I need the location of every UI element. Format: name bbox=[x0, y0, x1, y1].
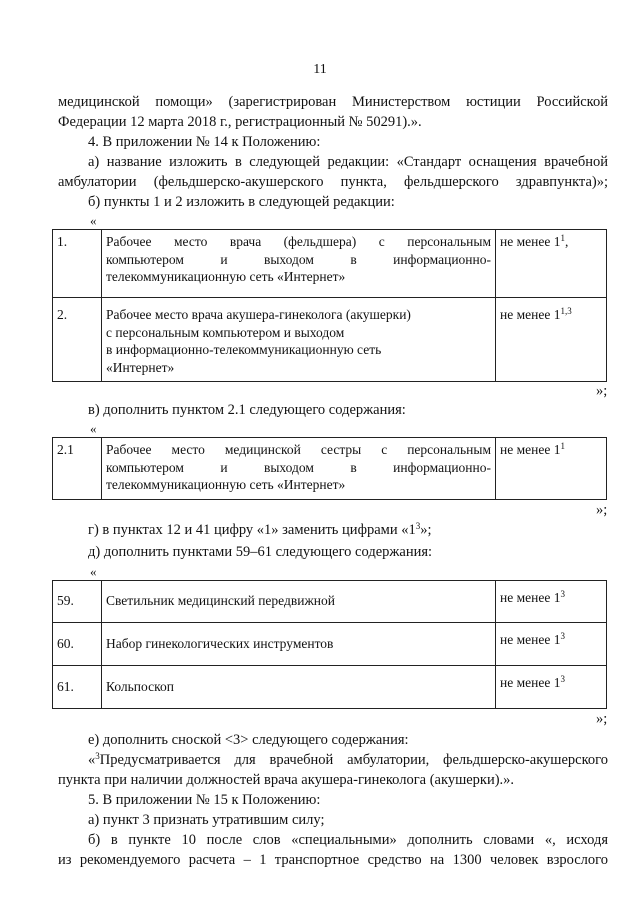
row-number: 61. bbox=[53, 666, 102, 709]
text-line-5: амбулатории (фельдшерско-акушерского пункта, фельдшерского здравпункта)»; bbox=[58, 174, 608, 190]
text-line-1: медицинской помощи» (зарегистрирован Министерством юстиции Российской bbox=[58, 94, 608, 110]
row-quantity: не менее $1^3$ bbox=[496, 623, 607, 666]
row-description: Рабочее место медицинской сестры с персональным компьютером и выходом в информационно- телекоммуникационную сеть «Интернет» bbox=[102, 438, 496, 500]
row-quantity: не менее $1^3$ bbox=[496, 666, 607, 709]
open-quote-1: « bbox=[90, 213, 97, 228]
row-description: Кольпоскоп bbox=[102, 666, 496, 709]
table-equipment-59-61 bbox=[52, 580, 607, 709]
text-line-15: б) в пункте 10 после слов «специальными» дополнить словами «, исходя bbox=[88, 832, 608, 848]
text-line-11: «$^3$Предусматривается для врачебной амбулатории, фельдшерско-акушерского bbox=[88, 751, 608, 768]
row-description: Рабочее место врача (фельдшера) с персональным компьютером и выходом в информационно- телекоммуникационную сеть «Интернет» bbox=[102, 230, 496, 298]
text-line-14: а) пункт 3 признать утратившим силу; bbox=[88, 812, 325, 828]
row-description: Светильник медицинский передвижной bbox=[102, 581, 496, 623]
row-quantity: не менее $1^1$, bbox=[496, 230, 607, 298]
row-description: Рабочее место врача акушера-гинеколога (акушерки) с персональным компьютером и выходом в информационно-телекоммуникационную сеть «Интернет» bbox=[102, 298, 496, 382]
row-quantity: не менее $1^3$ bbox=[496, 581, 607, 623]
row-number: 1. bbox=[53, 230, 102, 298]
row-number: 2.1 bbox=[53, 438, 102, 500]
row-number: 60. bbox=[53, 623, 102, 666]
text-line-3: 4. В приложении № 14 к Положению: bbox=[88, 134, 321, 150]
close-quote-2: »; bbox=[596, 502, 608, 518]
table-row bbox=[53, 581, 607, 623]
row-description: Набор гинекологических инструментов bbox=[102, 623, 496, 666]
row-quantity: не менее 1$^{1,3}$ bbox=[496, 298, 607, 382]
text-line-8: г) в пунктах 12 и 41 цифру «1» заменить цифрами «$1^3$»; bbox=[88, 521, 432, 538]
text-line-6: б) пункты 1 и 2 изложить в следующей редакции: bbox=[88, 194, 395, 210]
text-line-10: е) дополнить сноской <3> следующего содержания: bbox=[88, 732, 409, 748]
row-number: 2. bbox=[53, 298, 102, 382]
close-quote-3: »; bbox=[596, 711, 608, 727]
open-quote-3: « bbox=[90, 564, 97, 579]
table-equipment-2-1 bbox=[52, 437, 607, 500]
text-line-9: д) дополнить пунктами 59–61 следующего содержания: bbox=[88, 544, 433, 560]
text-line-7: в) дополнить пунктом 2.1 следующего содержания: bbox=[88, 402, 406, 418]
page-number: 11 bbox=[313, 62, 327, 77]
table-row bbox=[53, 438, 607, 500]
table-row bbox=[53, 298, 607, 382]
row-quantity: не менее $1^1$ bbox=[496, 438, 607, 500]
table-row bbox=[53, 230, 607, 298]
row-number: 59. bbox=[53, 581, 102, 623]
text-line-13: 5. В приложении № 15 к Положению: bbox=[88, 792, 321, 808]
text-line-16: из рекомендуемого расчета – 1 транспортное средство на 1300 человек взрослого bbox=[58, 852, 608, 868]
table-row bbox=[53, 666, 607, 709]
close-quote-1: »; bbox=[596, 383, 608, 399]
table-equipment-1-2 bbox=[52, 229, 607, 382]
text-line-4: а) название изложить в следующей редакции: «Стандарт оснащения врачебной bbox=[88, 154, 608, 170]
text-line-2: Федерации 12 марта 2018 г., регистрационный № 50291).». bbox=[58, 114, 422, 130]
text-line-12: пункта при наличии должностей врача акушера-гинеколога (акушерки).». bbox=[58, 772, 515, 788]
table-row bbox=[53, 623, 607, 666]
open-quote-2: « bbox=[90, 421, 97, 436]
